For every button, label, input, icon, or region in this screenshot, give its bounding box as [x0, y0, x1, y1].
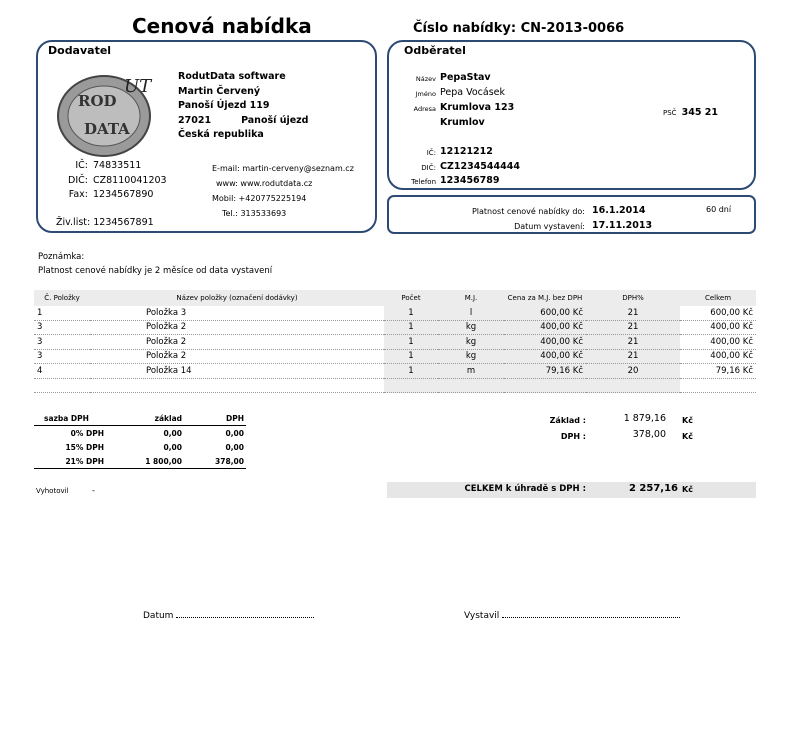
svg-text:DATA: DATA — [84, 120, 130, 138]
valid-days: 60 dní — [706, 205, 732, 214]
grand-total-label: CELKEM k úhradě s DPH : — [464, 484, 586, 494]
base-amount: 1 879,16 — [623, 413, 666, 424]
vat-label: DPH : — [560, 432, 586, 441]
supplier-ic-label: IČ: — [75, 160, 88, 171]
cell-unit: m — [438, 364, 504, 379]
customer-dic-label: DIČ: — [421, 163, 436, 172]
svg-text:UT: UT — [124, 76, 152, 97]
vat-rate: 21% DPH — [65, 456, 104, 466]
valid-date: 16.1.2014 — [592, 205, 646, 216]
vat-base: 1 800,00 — [145, 456, 182, 466]
customer-psc: 345 21 — [681, 107, 719, 118]
cell-unit: kg — [438, 349, 504, 364]
table-row — [34, 306, 756, 320]
cell-total: 79,16 Kč — [680, 364, 756, 379]
cell-total: 400,00 Kč — [680, 335, 756, 350]
issuer-label: Vystavil — [464, 611, 500, 621]
supplier-tel: Tel.: 313533693 — [222, 209, 287, 218]
customer-address1: Krumlova 123 — [440, 102, 515, 113]
supplier-street: Panoší Újezd 119 — [178, 100, 270, 111]
supplier-zl: 1234567891 — [93, 217, 154, 228]
supplier-mobile: Mobil: +420775225194 — [212, 194, 307, 203]
vat-header-row — [34, 411, 246, 426]
vat-total-amount: 378,00 — [632, 429, 666, 440]
supplier-dic-label: DIČ: — [68, 174, 88, 186]
note-text: Platnost cenové nabídky je 2 měsíce od data vystavení — [38, 266, 273, 276]
col-vat: DPH% — [586, 290, 680, 306]
col-total: Celkem — [680, 290, 756, 306]
customer-ic: 12121212 — [440, 146, 493, 157]
cell-number: 3 — [34, 349, 90, 364]
cell-number: 4 — [34, 364, 90, 379]
issuer-signature-line — [502, 617, 680, 618]
customer-phone-label: Telefon — [411, 178, 436, 186]
cell-unit: l — [438, 306, 504, 320]
cell-vat: 21 — [586, 349, 680, 364]
col-unit-price: Cena za M.J. bez DPH — [504, 290, 586, 306]
customer-address-label: Adresa — [413, 105, 436, 113]
customer-person: Pepa Vocásek — [440, 87, 506, 98]
cell-name: Položka 2 — [90, 349, 384, 364]
customer-address2: Krumlov — [440, 117, 485, 128]
customer-name: PepaStav — [440, 72, 491, 83]
cell-count: 1 — [384, 335, 438, 350]
table-row — [34, 320, 756, 335]
company-logo — [44, 66, 164, 162]
table-row — [34, 364, 756, 379]
supplier-fax: 1234567890 — [93, 189, 154, 200]
vat-base: 0,00 — [163, 442, 182, 452]
vat-rate: 0% DPH — [70, 428, 104, 438]
vat-rate: 15% DPH — [65, 442, 104, 452]
cell-count: 1 — [384, 364, 438, 379]
cell-unit-price: 400,00 Kč — [504, 320, 586, 335]
cell-unit-price: 79,16 Kč — [504, 364, 586, 379]
date-signature-line — [176, 617, 314, 618]
valid-label: Platnost cenové nabídky do: — [471, 207, 585, 216]
vat-header-vat: DPH — [226, 413, 244, 423]
items-table — [34, 290, 756, 393]
supplier-fax-label: Fax: — [68, 189, 88, 200]
customer-name-label: Název — [415, 75, 436, 83]
cell-unit: kg — [438, 335, 504, 350]
base-currency: Kč — [682, 416, 693, 425]
vat-summary-table — [34, 411, 246, 469]
supplier-ic: 74833511 — [93, 160, 142, 171]
vat-amount: 0,00 — [225, 428, 244, 438]
cell-count: 1 — [384, 349, 438, 364]
quote-number: Číslo nabídky: CN-2013-0066 — [413, 21, 625, 36]
supplier-email: E-mail: martin-cerveny@seznam.cz — [212, 164, 354, 173]
cell-vat: 20 — [586, 364, 680, 379]
grand-total-amount: 2 257,16 — [628, 483, 678, 494]
cell-number: 1 — [34, 306, 90, 320]
vat-row — [34, 440, 246, 454]
supplier-www: www: www.rodutdata.cz — [216, 179, 313, 188]
supplier-heading: Dodavatel — [48, 44, 112, 57]
items-header-row — [34, 290, 756, 306]
cell-total: 600,00 Kč — [680, 306, 756, 320]
supplier-name: RodutData software — [178, 71, 286, 82]
cell-number: 3 — [34, 335, 90, 350]
vat-currency: Kč — [682, 432, 693, 441]
customer-ic-label: IČ: — [426, 149, 436, 157]
cell-vat: 21 — [586, 335, 680, 350]
customer-heading: Odběratel — [404, 44, 466, 57]
table-row-empty — [34, 378, 756, 393]
vat-header-base: základ — [154, 413, 182, 423]
customer-phone: 123456789 — [440, 175, 500, 186]
cell-total: 400,00 Kč — [680, 320, 756, 335]
page-title: Cenová nabídka — [132, 14, 312, 38]
cell-count: 1 — [384, 306, 438, 320]
supplier-person: Martin Červený — [178, 85, 261, 97]
cell-name: Položka 3 — [90, 306, 384, 320]
col-count: Počet — [384, 290, 438, 306]
table-row — [34, 335, 756, 350]
issued-label: Datum vystavení: — [514, 222, 585, 231]
col-unit: M.J. — [438, 290, 504, 306]
vat-row — [34, 426, 246, 441]
cell-unit: kg — [438, 320, 504, 335]
supplier-city: Panoší újezd — [241, 114, 309, 126]
supplier-country: Česká republika — [178, 129, 264, 140]
cell-count: 1 — [384, 320, 438, 335]
grand-total-currency: Kč — [682, 485, 693, 494]
cell-name: Položka 14 — [90, 364, 384, 379]
customer-person-label: Jméno — [415, 90, 436, 98]
vat-row — [34, 454, 246, 469]
made-by-label: Vyhotovil — [36, 487, 69, 495]
vat-amount: 0,00 — [225, 442, 244, 452]
table-row — [34, 349, 756, 364]
supplier-zl-label: Živ.list: — [56, 217, 91, 228]
cell-vat: 21 — [586, 306, 680, 320]
cell-name: Položka 2 — [90, 335, 384, 350]
cell-vat: 21 — [586, 320, 680, 335]
vat-header-rate: sazba DPH — [44, 413, 89, 423]
customer-psc-label: PSČ — [663, 109, 677, 117]
col-name: Název položky (označení dodávky) — [90, 290, 384, 306]
cell-unit-price: 400,00 Kč — [504, 349, 586, 364]
supplier-dic: CZ8110041203 — [93, 174, 167, 186]
supplier-zip: 27021 — [178, 114, 212, 126]
cell-total: 400,00 Kč — [680, 349, 756, 364]
issued-date: 17.11.2013 — [592, 220, 653, 231]
note-label: Poznámka: — [38, 252, 85, 262]
cell-unit-price: 400,00 Kč — [504, 335, 586, 350]
col-number: Č. Položky — [34, 290, 90, 306]
cell-unit-price: 600,00 Kč — [504, 306, 586, 320]
cell-number: 3 — [34, 320, 90, 335]
base-label: Základ : — [549, 416, 586, 425]
made-by-value: - — [92, 486, 95, 495]
cell-name: Položka 2 — [90, 320, 384, 335]
customer-dic: CZ1234544444 — [440, 160, 520, 172]
vat-base: 0,00 — [163, 428, 182, 438]
svg-text:ROD: ROD — [78, 92, 117, 110]
vat-amount: 378,00 — [215, 456, 244, 466]
date-label: Datum — [143, 611, 174, 621]
